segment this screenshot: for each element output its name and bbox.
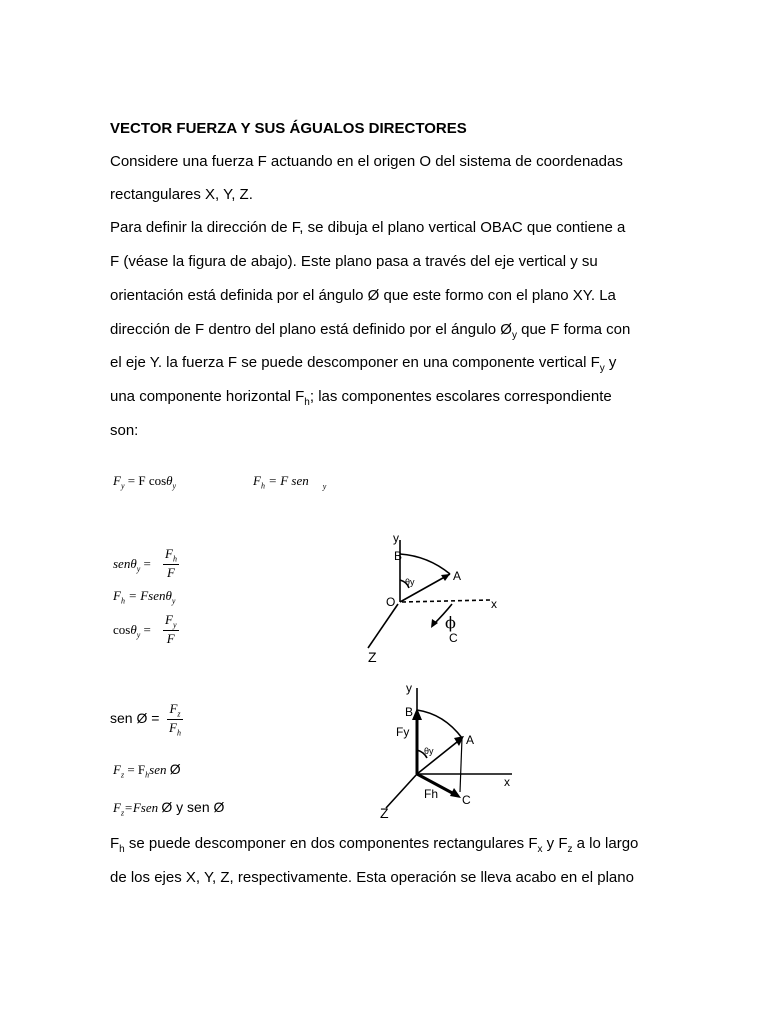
body-line-9: son:: [110, 422, 139, 439]
fig2-arrowhead-a: [454, 736, 464, 746]
body-line-8: una componente horizontal $F_h$; las componentes escolares correspondiente: [110, 388, 612, 408]
body-line-3: Para definir la dirección de F, se dibuja el plano vertical OBAC que contiene a: [110, 219, 626, 236]
document-title: VECTOR FUERZA Y SUS ÁGUALOS DIRECTORES: [110, 120, 467, 137]
fig1-label-c: C: [449, 631, 458, 645]
fraction-fy-over-f: $\frac{F_y}{F}$: [165, 612, 177, 646]
fig2-label-fh: Fh: [424, 787, 439, 801]
equation-cos-theta-lhs: cosθ$_y$ =: [113, 622, 151, 640]
fig2-z-axis: [386, 774, 417, 808]
fig2-label-theta: θy: [424, 746, 434, 756]
fraction-fz-over-fh: $\frac{F_z}{F_h}$: [169, 701, 181, 738]
body-line-10: $F_h$ se puede descomponer en dos componentes rectangulares $F_x$ y $F_z$ a lo largo: [110, 835, 639, 855]
fig1-label-o: O: [386, 595, 396, 609]
fig2-arc-ba: [417, 710, 462, 738]
fig2-label-y: y: [406, 681, 412, 695]
body-line-5: orientación está definida por el ángulo Ø que este formo con el plano XY. La: [110, 287, 616, 304]
equation-fy: $F_y = F$ cosθ$_y$: [113, 473, 177, 491]
fig2-label-z: Z: [380, 805, 389, 820]
fig2-label-b: B: [405, 705, 414, 719]
body-line-2: rectangulares X, Y, Z.: [110, 186, 253, 203]
fig1-label-phi: ϕ: [445, 613, 456, 632]
fig1-label-y: y: [393, 531, 399, 545]
fig1-z-axis: [368, 604, 398, 648]
body-line-6: dirección de F dentro del plano está definido por el ángulo $Ø_y$ que F forma con: [110, 321, 631, 341]
figure-plane-obac: [360, 530, 520, 670]
fig1-label-b: B: [394, 549, 403, 563]
body-line-4: F (véase la figura de abajo). Este plano pasa a través del eje vertical y su: [110, 253, 598, 270]
equation-fh-fsen: $F_h$ = Fsenθ$_y$: [113, 588, 176, 606]
body-line-1: Considere una fuerza F actuando en el origen O del sistema de coordenadas: [110, 153, 623, 170]
fig1-x-axis: [402, 600, 490, 602]
fig1-label-z: Z: [368, 649, 377, 665]
fig1-label-x: x: [491, 597, 497, 611]
fig1-label-a: A: [453, 569, 462, 583]
fig2-force-oa: [417, 738, 462, 774]
body-line-7: el eje Y. la fuerza F se puede descomponer en una componente vertical $F_y$ y: [110, 354, 617, 374]
fig2-label-x: x: [504, 775, 510, 789]
equation-fh: $F_h = F$ sen $_y$: [253, 473, 327, 491]
equation-sen-phi-lhs: sen Ø =: [110, 710, 160, 726]
fraction-fh-over-f: $\frac{F_h}{F}$: [165, 546, 177, 580]
fig2-label-c: C: [462, 793, 471, 807]
figure-force-components: [372, 680, 532, 820]
equation-sen-theta-lhs: senθ$_y$ =: [113, 556, 151, 574]
fig1-arc-ba: [400, 554, 450, 574]
fig2-label-fy: Fy: [396, 725, 410, 739]
fig2-line-ac: [460, 738, 462, 792]
equation-fz-fhsen: $F_z = F_hsen$ Ø: [113, 761, 181, 780]
fig1-label-theta: θy: [405, 577, 415, 587]
body-line-11: de los ejes X, Y, Z, respectivamente. Esta operación se lleva acabo en el plano: [110, 869, 634, 886]
fig2-label-a: A: [466, 733, 475, 747]
fig2-arrowhead-c: [450, 788, 461, 798]
equation-fz-fsen: $F_z=Fsen$ Ø y sen Ø: [113, 799, 225, 818]
